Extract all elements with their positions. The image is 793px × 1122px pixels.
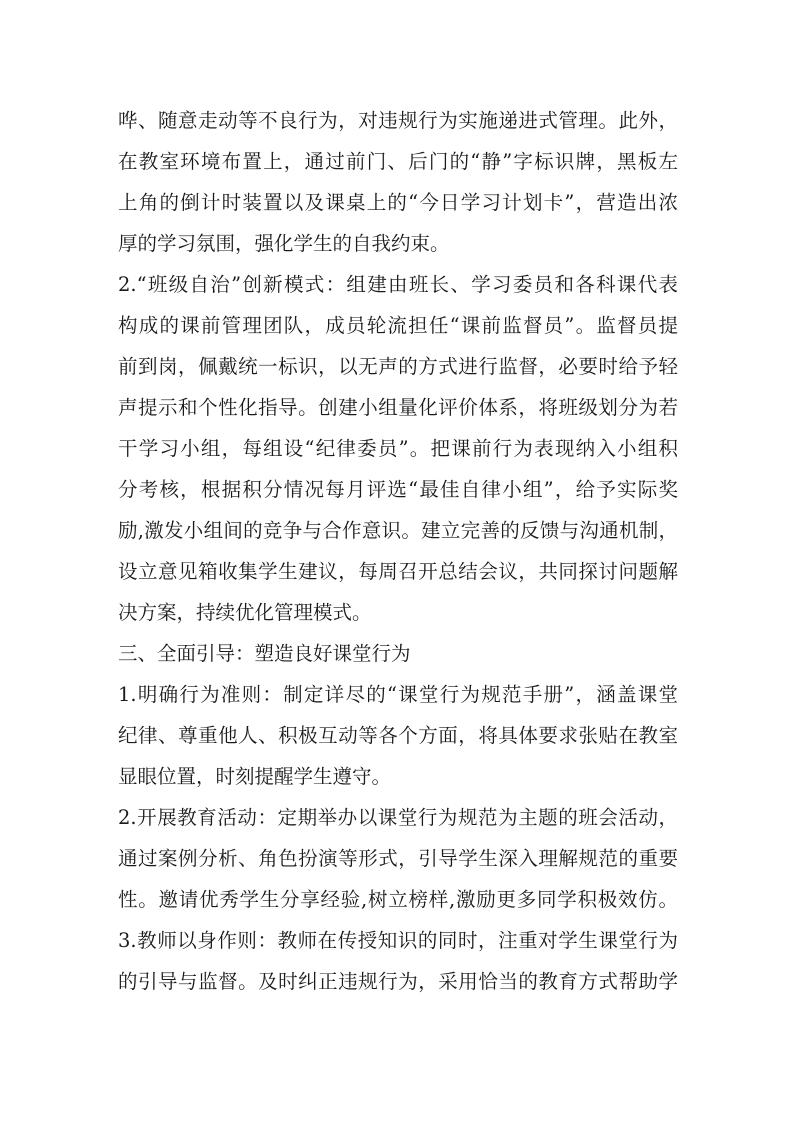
text-line: 3.教师以身作则：教师在传授知识的同时，注重对学生课堂行为 — [118, 929, 678, 952]
text-line: 的引导与监督。及时纠正违规行为，采用恰当的教育方式帮助学 — [118, 970, 678, 993]
text-line: 决方案，持续优化管理模式。 — [118, 601, 372, 624]
text-line: 在教室环境布置上，通过前门、后门的“静”字标识牌，黑板左 — [118, 150, 678, 173]
text-line: 性。邀请优秀学生分享经验,树立榜样,激励更多同学积极效仿。 — [118, 888, 678, 911]
text-line: 设立意见箱收集学生建议，每周召开总结会议，共同探讨问题解 — [118, 560, 678, 583]
text-line: 2.开展教育活动：定期举办以课堂行为规范为主题的班会活动， — [118, 806, 678, 829]
text-line: 哗、随意走动等不良行为，对违规行为实施递进式管理。此外， — [118, 109, 678, 132]
text-line: 构成的课前管理团队，成员轮流担任“课前监督员”。监督员提 — [118, 314, 678, 337]
text-line: 前到岗，佩戴统一标识，以无声的方式进行监督，必要时给予轻 — [118, 355, 678, 378]
text-line: 显眼位置，时刻提醒学生遵守。 — [118, 765, 392, 788]
section-heading: 三、全面引导：塑造良好课堂行为 — [118, 642, 411, 665]
text-line: 2.“班级自治”创新模式：组建由班长、学习委员和各科课代表 — [118, 273, 678, 296]
text-line: 厚的学习氛围，强化学生的自我约束。 — [118, 232, 450, 255]
text-line: 分考核，根据积分情况每月评选“最佳自律小组”，给予实际奖 — [118, 478, 678, 501]
text-line: 1.明确行为准则：制定详尽的“课堂行为规范手册”，涵盖课堂 — [118, 683, 678, 706]
text-line: 纪律、尊重他人、积极互动等各个方面，将具体要求张贴在教室 — [118, 724, 678, 747]
text-line: 上角的倒计时装置以及课桌上的“今日学习计划卡”，营造出浓 — [118, 191, 678, 214]
text-line: 励,激发小组间的竞争与合作意识。建立完善的反馈与沟通机制， — [118, 519, 678, 542]
text-line: 干学习小组，每组设“纪律委员”。把课前行为表现纳入小组积 — [118, 437, 678, 460]
text-line: 通过案例分析、角色扮演等形式，引导学生深入理解规范的重要 — [118, 847, 678, 870]
text-line: 声提示和个性化指导。创建小组量化评价体系，将班级划分为若 — [118, 396, 678, 419]
